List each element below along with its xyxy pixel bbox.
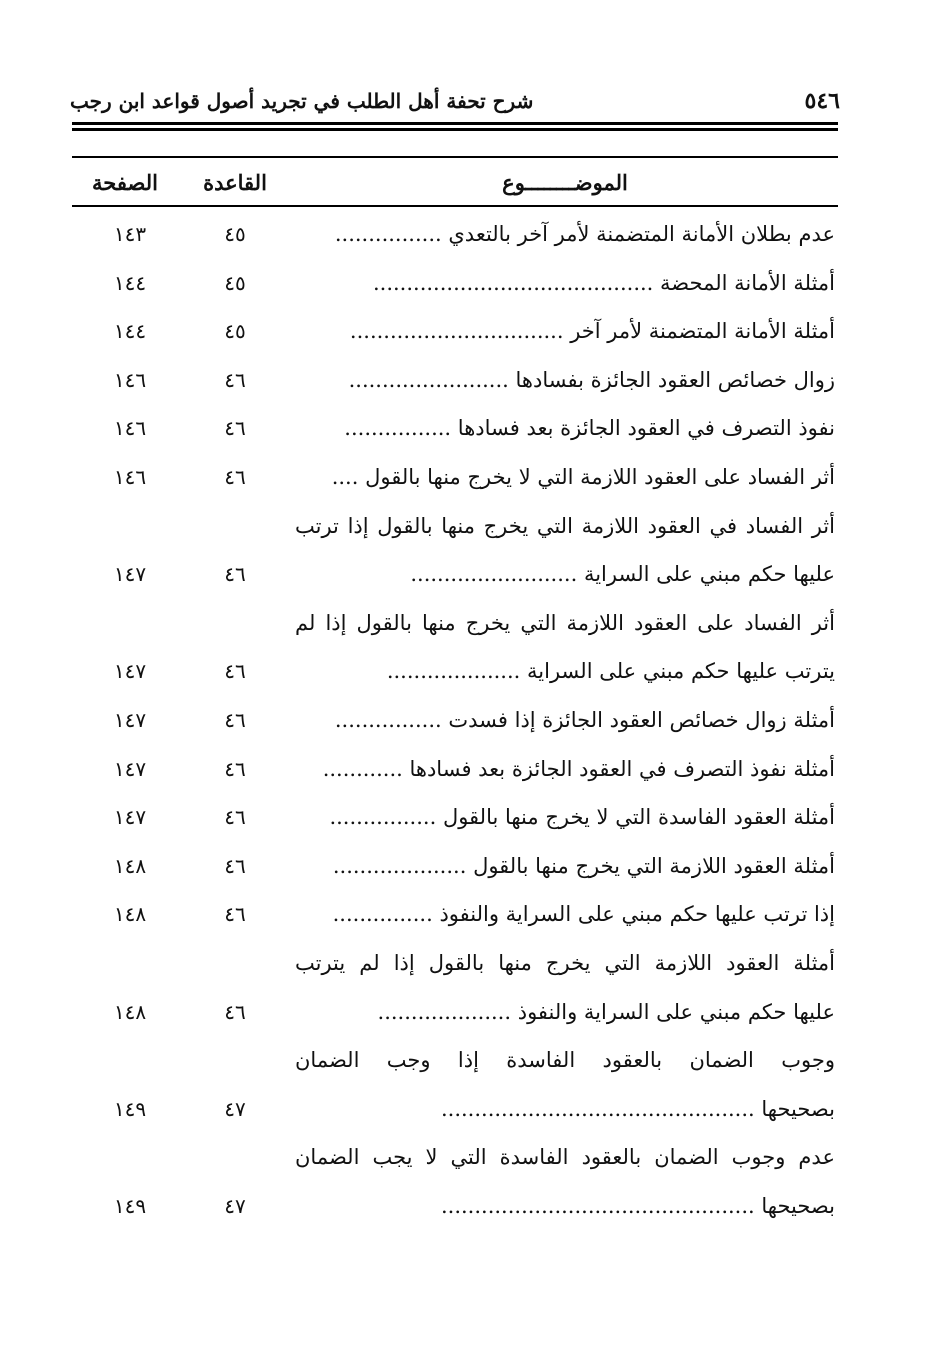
entry-rule-number: ٤٦ <box>224 659 246 684</box>
entry-page-number: ١٤٦ <box>113 465 147 489</box>
dot-leader: ............................................... <box>440 1194 755 1218</box>
entry-topic-text: أثر الفساد على العقود اللازمة التي يخرج منها بالقول إذا لم <box>295 610 835 635</box>
entry-line <box>295 700 835 740</box>
entry-line <box>295 506 835 546</box>
entry-topic-text: إذا ترتب عليها حكم مبني على السراية والنفوذ <box>439 902 835 927</box>
dot-leader: ............ <box>322 756 403 781</box>
entry-page-number: ١٤٩ <box>113 1194 147 1218</box>
entry-page-number: ١٤٩ <box>113 1096 147 1121</box>
entry-topic-text: عليها حكم مبني على السراية والنفوذ <box>517 999 835 1024</box>
entry-topic-text: أمثلة العقود اللازمة التي يخرج منها بالقول <box>473 853 835 878</box>
entry-line <box>295 408 835 448</box>
entry-rule-number: ٤٦ <box>224 756 246 781</box>
dot-leader: ........................ <box>348 367 509 392</box>
entry-topic-text: زوال خصائص العقود الجائزة بفسادها <box>515 367 835 392</box>
page-number: ٥٤٦ <box>804 88 840 114</box>
dot-leader: ................................ <box>349 319 564 344</box>
entry-line <box>295 360 835 400</box>
entry-rule-number: ٤٦ <box>224 562 246 587</box>
entry-topic-text: عليها حكم مبني على السراية <box>583 562 835 587</box>
entry-line <box>295 894 835 934</box>
entry-topic-text: أمثلة نفوذ التصرف في العقود الجائزة بعد فسادها <box>409 756 835 781</box>
table-head-rule-bottom <box>72 205 838 207</box>
entry-rule-number: ٤٥ <box>224 319 246 344</box>
entry-rule-number: ٤٧ <box>224 1194 246 1218</box>
entry-rule-number: ٤٥ <box>224 222 246 246</box>
dot-leader: ................ <box>334 222 442 246</box>
entry-line <box>295 651 835 691</box>
entry-line <box>295 1040 835 1080</box>
entry-topic-text: أمثلة الأمانة المتضمنة لأمر آخر <box>570 319 835 344</box>
entry-rule-number: ٤٦ <box>224 853 246 878</box>
dot-leader: .................... <box>386 659 521 684</box>
entry-rule-number: ٤٦ <box>224 999 246 1024</box>
column-header-page: الصفحة <box>92 170 158 195</box>
entry-line <box>295 1137 835 1177</box>
entry-page-number: ١٤٧ <box>113 562 147 587</box>
entry-topic-text: أمثلة الأمانة المحضة <box>660 270 835 295</box>
entry-topic-text: أثر الفساد على العقود اللازمة التي لا يخرج منها بالقول <box>365 465 835 489</box>
entry-topic-text: وجوب الضمان بالعقود الفاسدة إذا وجب الضمان <box>295 1048 835 1073</box>
entry-page-number: ١٤٤ <box>113 319 147 344</box>
entry-line <box>295 1186 835 1226</box>
dot-leader: .................... <box>332 853 467 878</box>
dot-leader: ......................... <box>410 562 578 587</box>
entry-page-number: ١٤٧ <box>113 805 147 830</box>
entry-page-number: ١٤٧ <box>113 659 147 684</box>
entry-rule-number: ٤٧ <box>224 1096 246 1121</box>
entry-topic-text: عدم بطلان الأمانة المتضمنة لأمر آخر بالتعدي <box>448 222 835 246</box>
entry-rule-number: ٤٦ <box>224 367 246 392</box>
entry-topic-text: أمثلة العقود اللازمة التي يخرج منها بالقول إذا لم يترتب <box>295 951 835 975</box>
dot-leader: ................ <box>334 708 442 732</box>
entry-page-number: ١٤٦ <box>113 416 147 441</box>
running-title: شرح تحفة أهل الطلب في تجريد أصول قواعد ابن رجب <box>70 89 534 113</box>
header-rule-bottom <box>72 128 838 131</box>
entry-topic-text: بصحيحها <box>761 1194 835 1218</box>
entry-page-number: ١٤٨ <box>113 902 147 927</box>
table-head-rule-top <box>72 156 838 158</box>
entry-line <box>295 943 835 983</box>
entry-page-number: ١٤٧ <box>113 708 147 732</box>
entry-line <box>295 846 835 886</box>
entry-topic-text: عدم وجوب الضمان بالعقود الفاسدة التي لا يجب الضمان <box>295 1145 835 1170</box>
entry-line <box>295 992 835 1032</box>
entry-rule-number: ٤٦ <box>224 708 246 732</box>
entry-line <box>295 263 835 303</box>
entry-topic-text: أمثلة زوال خصائص العقود الجائزة إذا فسدت <box>448 708 835 732</box>
entry-page-number: ١٤٧ <box>113 756 147 781</box>
dot-leader: ............... <box>332 902 433 927</box>
entry-page-number: ١٤٦ <box>113 367 147 392</box>
entry-line <box>295 749 835 789</box>
entry-rule-number: ٤٦ <box>224 902 246 927</box>
entry-line <box>295 457 835 497</box>
entry-line <box>295 554 835 594</box>
dot-leader: ................ <box>344 416 452 441</box>
entry-page-number: ١٤٤ <box>113 270 147 295</box>
dot-leader: ................ <box>329 805 437 830</box>
dot-leader: .......................................... <box>372 270 654 295</box>
dot-leader: ............................................... <box>440 1096 755 1121</box>
entry-rule-number: ٤٥ <box>224 270 246 295</box>
entry-rule-number: ٤٦ <box>224 416 246 441</box>
entry-line <box>295 311 835 351</box>
column-header-rule: القاعدة <box>203 170 267 195</box>
entry-line <box>295 797 835 837</box>
entry-line <box>295 603 835 643</box>
entry-line <box>295 214 835 254</box>
entry-page-number: ١٤٣ <box>113 222 147 246</box>
entry-rule-number: ٤٦ <box>224 465 246 489</box>
entry-topic-text: بصحيحها <box>761 1096 835 1121</box>
entry-page-number: ١٤٨ <box>113 853 147 878</box>
dot-leader: .................... <box>377 999 512 1024</box>
entry-page-number: ١٤٨ <box>113 999 147 1024</box>
dot-leader: .... <box>331 465 359 489</box>
entry-topic-text: يترتب عليها حكم مبني على السراية <box>527 659 835 684</box>
entry-topic-text: أثر الفساد في العقود اللازمة التي يخرج منها بالقول إذا ترتب <box>295 513 835 538</box>
entry-topic-text: نفوذ التصرف في العقود الجائزة بعد فسادها <box>457 416 835 441</box>
entry-line <box>295 1089 835 1129</box>
header-rule-top <box>72 122 838 125</box>
column-header-topic: الموضــــــــوع <box>502 170 628 195</box>
entry-topic-text: أمثلة العقود الفاسدة التي لا يخرج منها بالقول <box>442 805 835 830</box>
entry-rule-number: ٤٦ <box>224 805 246 830</box>
